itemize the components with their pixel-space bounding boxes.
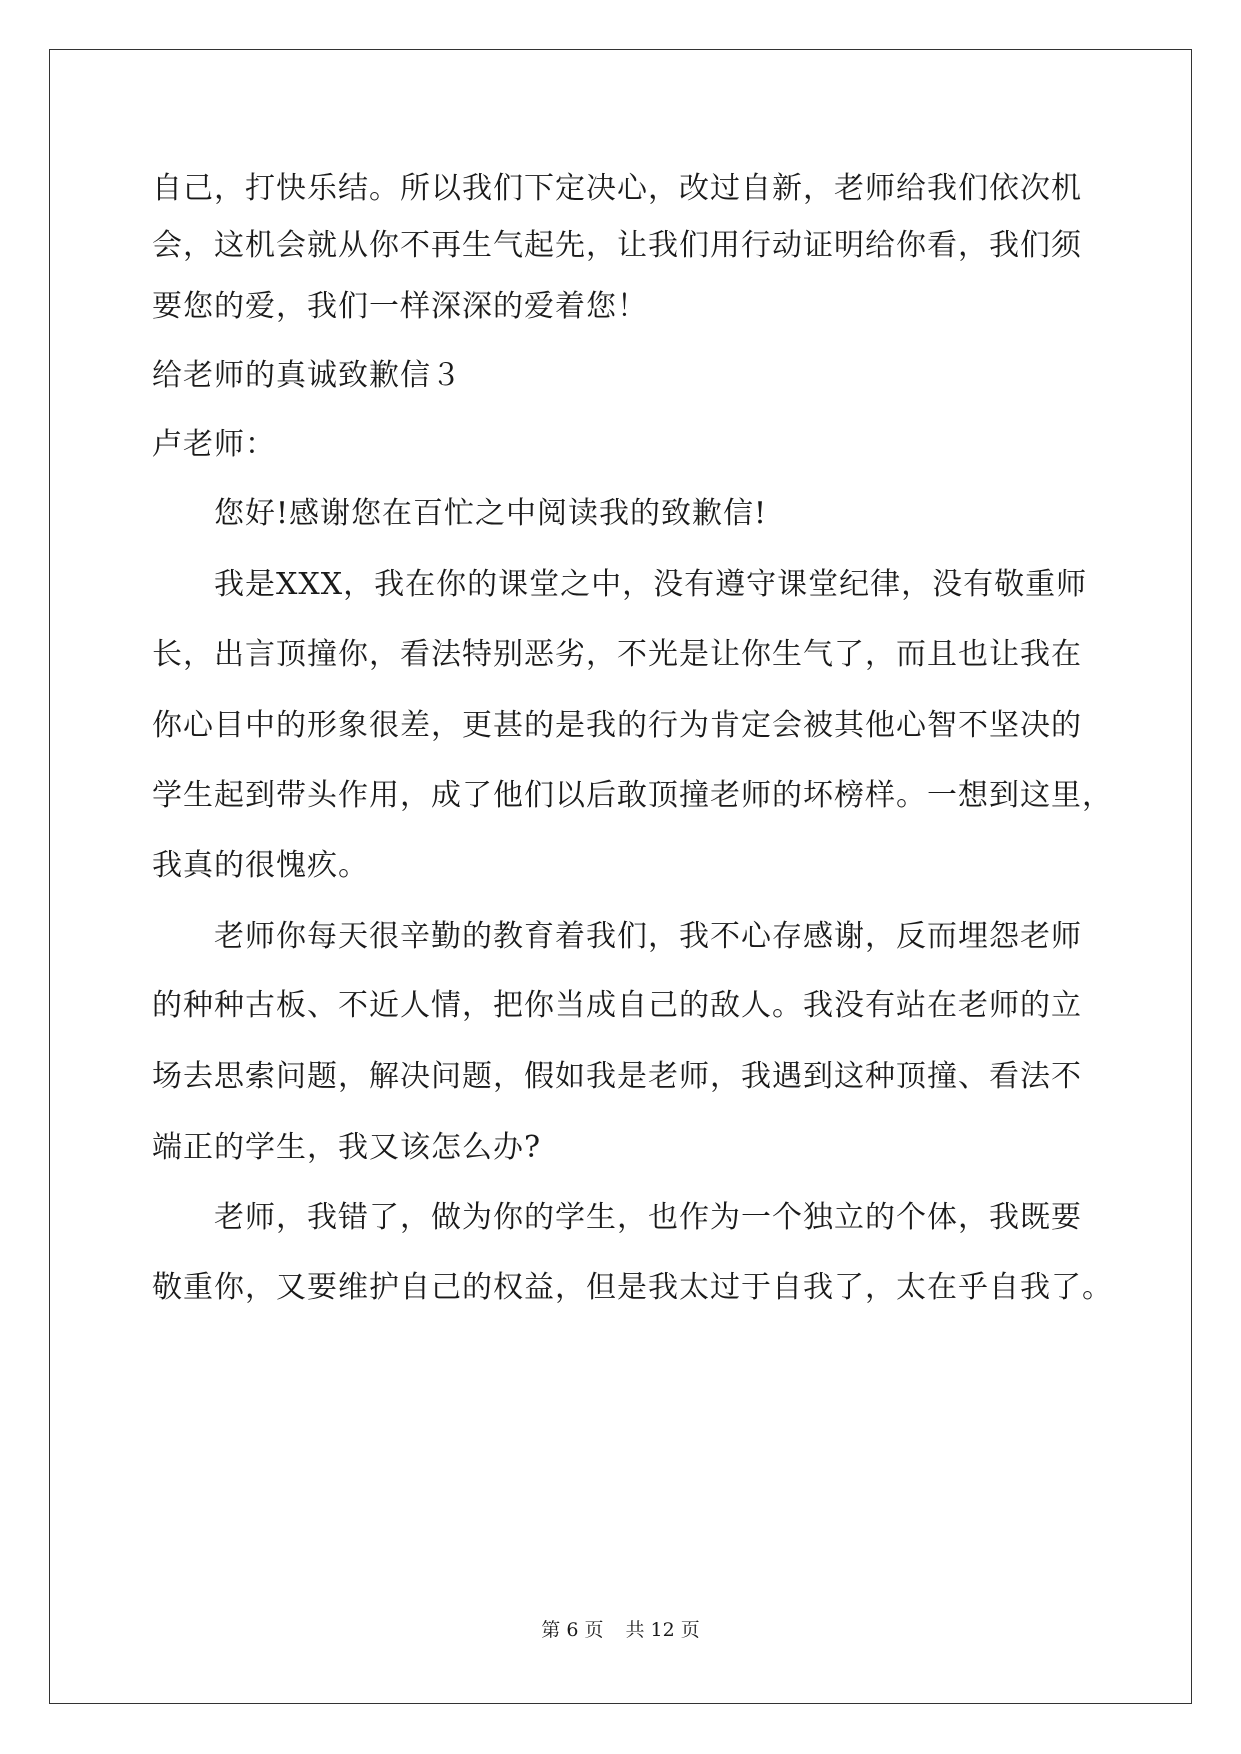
body-line: 学生起到带头作用，成了他们以后敢顶撞老师的坏榜样。一想到这里， (152, 778, 1113, 813)
body-line: 自己，打快乐结。所以我们下定决心，改过自新，老师给我们依次机 (152, 171, 1082, 206)
body-line: 的种种古板、不近人情，把你当成自己的敌人。我没有站在老师的立 (152, 988, 1082, 1023)
body-line: 敬重你，又要维护自己的权益，但是我太过于自我了，太在乎自我了。 (152, 1270, 1113, 1305)
body-line: 老师，我错了，做为你的学生，也作为一个独立的个体，我既要 (214, 1200, 1082, 1235)
body-line: 老师你每天很辛勤的教育着我们，我不心存感谢，反而埋怨老师 (214, 919, 1082, 954)
salutation: 卢老师： (152, 427, 276, 462)
body-line: 端正的学生，我又该怎么办? (152, 1130, 542, 1165)
page-number: 第 6 页 (541, 1619, 604, 1641)
page-footer (0, 1618, 1241, 1642)
body-line: 要您的爱，我们一样深深的爱着您！ (152, 289, 648, 324)
body-line: 场去思索问题，解决问题，假如我是老师，我遇到这种顶撞、看法不 (152, 1059, 1082, 1094)
body-line: 您好!感谢您在百忙之中阅读我的致歉信! (214, 496, 768, 531)
section-heading: 给老师的真诚致歉信３ (152, 358, 462, 393)
body-line: 长，出言顶撞你，看法特别恶劣，不光是让你生气了，而且也让我在 (152, 637, 1082, 672)
body-line: 你心目中的形象很差，更甚的是我的行为肯定会被其他心智不坚决的 (152, 708, 1082, 743)
body-line: 我真的很愧疚。 (152, 848, 369, 883)
page-total: 共 12 页 (625, 1619, 700, 1641)
body-line: 我是XXX，我在你的课堂之中，没有遵守课堂纪律，没有敬重师 (214, 567, 1088, 602)
body-line: 会，这机会就从你不再生气起先，让我们用行动证明给你看，我们须 (152, 228, 1082, 263)
